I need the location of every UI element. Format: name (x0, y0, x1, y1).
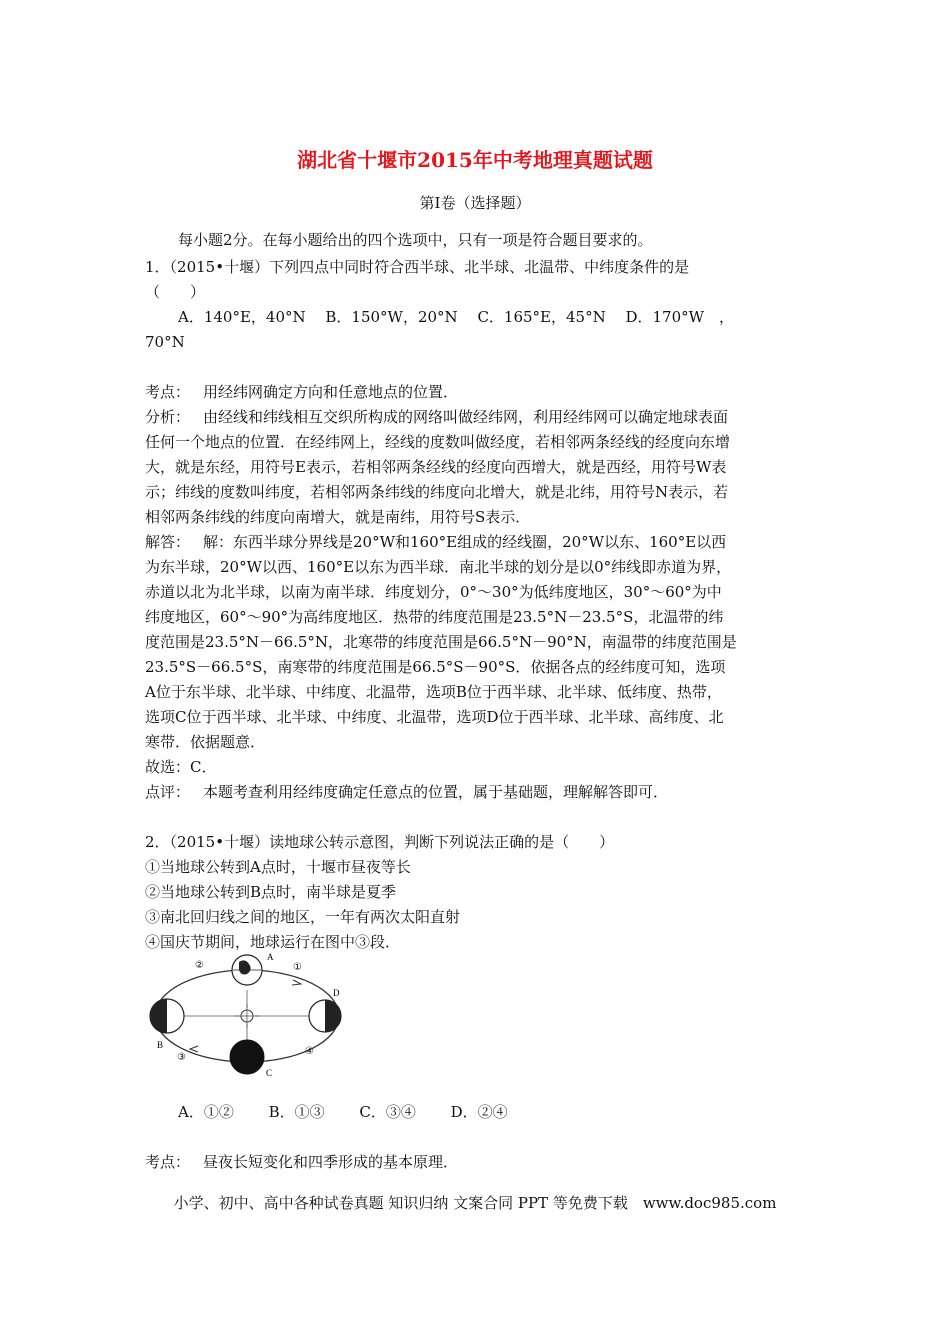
segment-label-1: ① (293, 962, 302, 973)
q1-stem: 1．（2015•十堰）下列四点中同时符合西半球、北半球、北温带、中纬度条件的是 (145, 258, 690, 276)
diagram-label-b: B (157, 1040, 164, 1050)
fenxi-line: 大，就是东经，用符号E表示，若相邻两条经线的经度向西增大，就是西经，用符号W表 (145, 458, 727, 476)
earth-position-a (232, 955, 262, 985)
jieda-line: 寒带．依据题意． (145, 733, 266, 751)
dianping-label: 点评： (145, 783, 191, 801)
fenxi-line: 示；纬线的度数叫纬度，若相邻两条纬线的纬度向北增大，就是北纬，用符号N表示，若 (145, 483, 729, 501)
q1-jieda (145, 532, 726, 552)
q2-statement: ④国庆节期间，地球运行在图中③段． (145, 933, 401, 951)
section-subtitle: 第Ⅰ卷（选择题） (419, 194, 531, 212)
kaodian-label: 考点： (145, 1153, 191, 1171)
q1-stem-bracket: （ ） (145, 283, 206, 301)
jieda-line: 为东半球，20°W以西、160°E以东为西半球．南北半球的划分是以0°纬线即赤道为界， (145, 558, 732, 576)
jieda-line: 纬度地区，60°～90°为高纬度地区．热带的纬度范围是23.5°N－23.5°S，北温带的纬 (145, 608, 724, 626)
fenxi-line: 由经线和纬线相互交织所构成的网络叫做经纬网，利用经纬网可以确定地球表面 (203, 408, 729, 426)
fenxi-line: 相邻两条纬线的纬度向南增大，就是南纬，用符号S表示． (145, 508, 531, 526)
jieda-label: 解答： (145, 533, 191, 551)
q1-fenxi (145, 407, 728, 427)
diagram-label-d: D (333, 988, 340, 998)
fenxi-label: 分析： (145, 408, 191, 426)
diagram-label-a: A (267, 952, 274, 962)
earth-position-c (230, 1040, 264, 1074)
earth-position-b (150, 999, 184, 1033)
q1-dianping (145, 782, 668, 802)
q2-statement: ②当地球公转到B点时，南半球是夏季 (145, 883, 397, 901)
jieda-line: 选项C位于西半球、北半球、中纬度、北温带，选项D位于西半球、北半球、高纬度、北 (145, 708, 724, 726)
jieda-line: A位于东半球、北半球、中纬度、北温带，选项B位于西半球、北半球、低纬度、热带， (145, 683, 722, 701)
q1-kaodian (145, 382, 458, 402)
earth-position-d (309, 1000, 341, 1032)
segment-label-3: ③ (177, 1052, 186, 1063)
kaodian-text: 昼夜长短变化和四季形成的基本原理． (203, 1153, 459, 1171)
jieda-line: 赤道以北为北半球，以南为南半球．纬度划分，0°～30°为低纬度地区，30°～60°为中 (145, 583, 722, 601)
kaodian-text: 用经纬网确定方向和任意地点的位置． (203, 383, 459, 401)
q1-answer: 故选：C． (145, 758, 217, 776)
earth-revolution-diagram (143, 950, 348, 1085)
q1-options: A．140°E，40°N B．150°W，20°N C．165°E，45°N D．170°W ， (178, 308, 735, 326)
kaodian-label: 考点： (145, 383, 191, 401)
jieda-line: 23.5°S－66.5°S，南寒带的纬度范围是66.5°S－90°S．依据各点的经纬度可知，选项 (145, 658, 726, 676)
diagram-label-c: C (266, 1068, 273, 1078)
segment-label-4: ④ (305, 1046, 314, 1057)
fenxi-line: 任何一个地点的位置．在经纬网上，经线的度数叫做经度，若相邻两条经线的经度向东增 (145, 433, 731, 451)
segment-label-2: ② (195, 960, 204, 971)
instructions: 每小题2分。在每小题给出的四个选项中，只有一项是符合题目要求的。 (178, 231, 653, 249)
page-title: 湖北省十堰市2015年中考地理真题试题 (297, 148, 653, 172)
jieda-line: 解：东西半球分界线是20°W和160°E组成的经线圈，20°W以东、160°E以西 (203, 533, 727, 551)
page-footer: 小学、初中、高中各种试卷真题 知识归纳 文案合同 PPT 等免费下载 www.doc985.com (173, 1194, 777, 1212)
q1-options-cont: 70°N (145, 333, 185, 351)
q2-statement: ①当地球公转到A点时，十堰市昼夜等长 (145, 858, 411, 876)
q2-kaodian (145, 1152, 458, 1172)
jieda-line: 度范围是23.5°N－66.5°N，北寒带的纬度范围是66.5°N－90°N，南温带的纬度范围是 (145, 633, 737, 651)
q2-options: A．①② B．①③ C．③④ D．②④ (178, 1103, 508, 1121)
dianping-text: 本题考查利用经纬度确定任意点的位置，属于基础题，理解解答即可． (203, 783, 669, 801)
q2-stem: 2．（2015•十堰）读地球公转示意图，判断下列说法正确的是（ ） (145, 833, 615, 851)
q2-statement: ③南北回归线之间的地区，一年有两次太阳直射 (145, 908, 461, 926)
